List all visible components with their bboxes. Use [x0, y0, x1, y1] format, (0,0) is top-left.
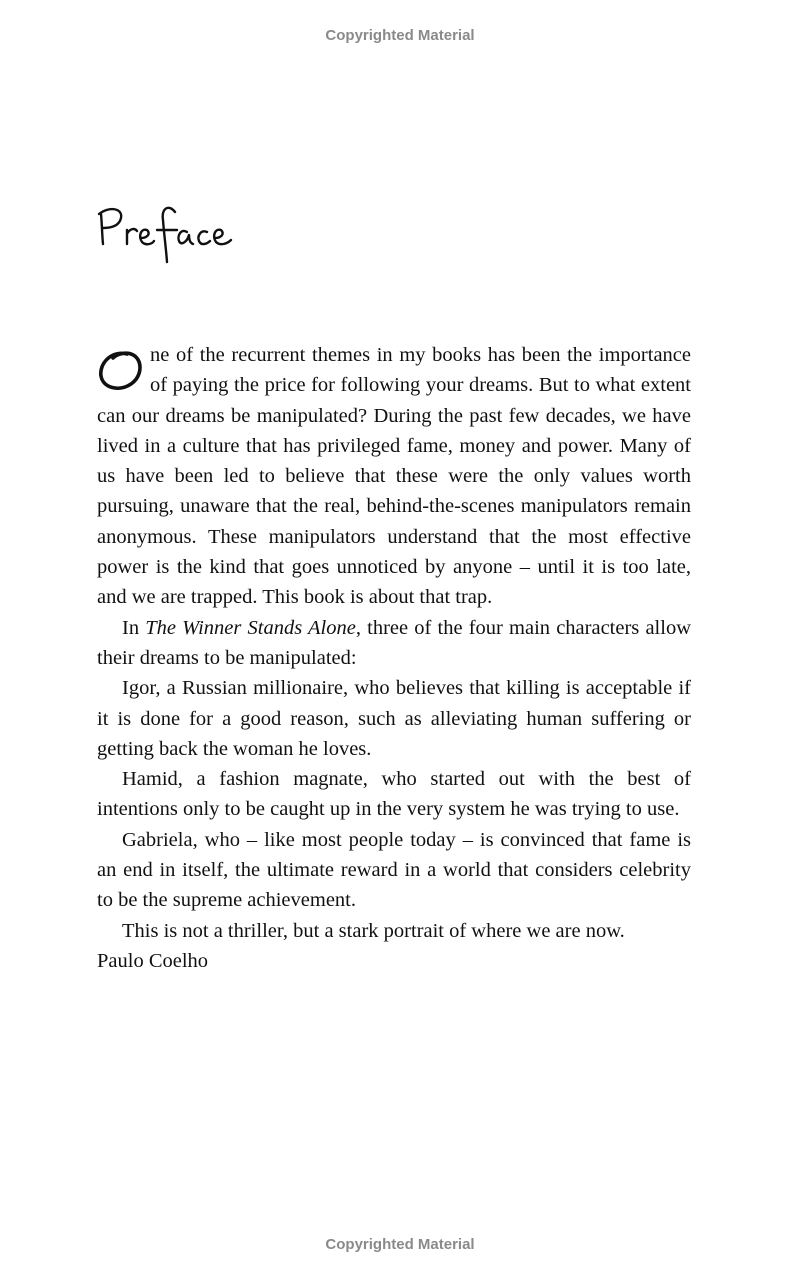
paragraph-2-prefix: In — [122, 616, 146, 639]
dropcap-o — [97, 346, 147, 400]
paragraph-1 — [97, 340, 691, 613]
paragraph-1-text: ne of the recurrent themes in my books has been the importance of paying the price for following your dreams. But to what extent can our dreams be manipulated? During the past few decades, we have lived in a culture that has privileged fame, money and power. Many of us have been led to believe that these were the only values worth pursuing, unaware that the real, behind-the-scenes manipulators remain anonymous. These manipulators understand that the most effective power is the kind that goes unnoticed by anyone – until it is too late, and we are trapped. This book is about that trap. — [97, 344, 691, 609]
handwritten-title-preface — [97, 200, 247, 266]
copyright-watermark-bottom: Copyrighted Material — [325, 1236, 475, 1253]
paragraph-3: Igor, a Russian millionaire, who believes that killing is acceptable if it is done for a good reason, such as alleviating human suffering or getting back the woman he loves. — [97, 677, 691, 760]
preface-body — [97, 340, 691, 976]
paragraph-6: This is not a thriller, but a stark portrait of where we are now. — [122, 919, 625, 942]
author-signature: Paulo Coelho — [97, 949, 209, 972]
book-title: The Winner Stands Alone — [145, 616, 356, 639]
paragraph-2 — [97, 613, 691, 674]
paragraph-4: Hamid, a fashion magnate, who started out with the best of intentions only to be caught up in the very system he was trying to use. — [97, 768, 691, 821]
copyright-watermark-top: Copyrighted Material — [325, 27, 475, 44]
paragraph-5: Gabriela, who – like most people today – is convinced that fame is an end in itself, the ultimate reward in a world that considers celebrity to be the supreme achievement. — [97, 828, 691, 912]
dropcap-o-glyph — [97, 346, 147, 396]
page-title — [97, 200, 247, 266]
paragraph-2-suffix: , three of the four main characters allow their dreams to be manipulated: — [97, 616, 691, 669]
